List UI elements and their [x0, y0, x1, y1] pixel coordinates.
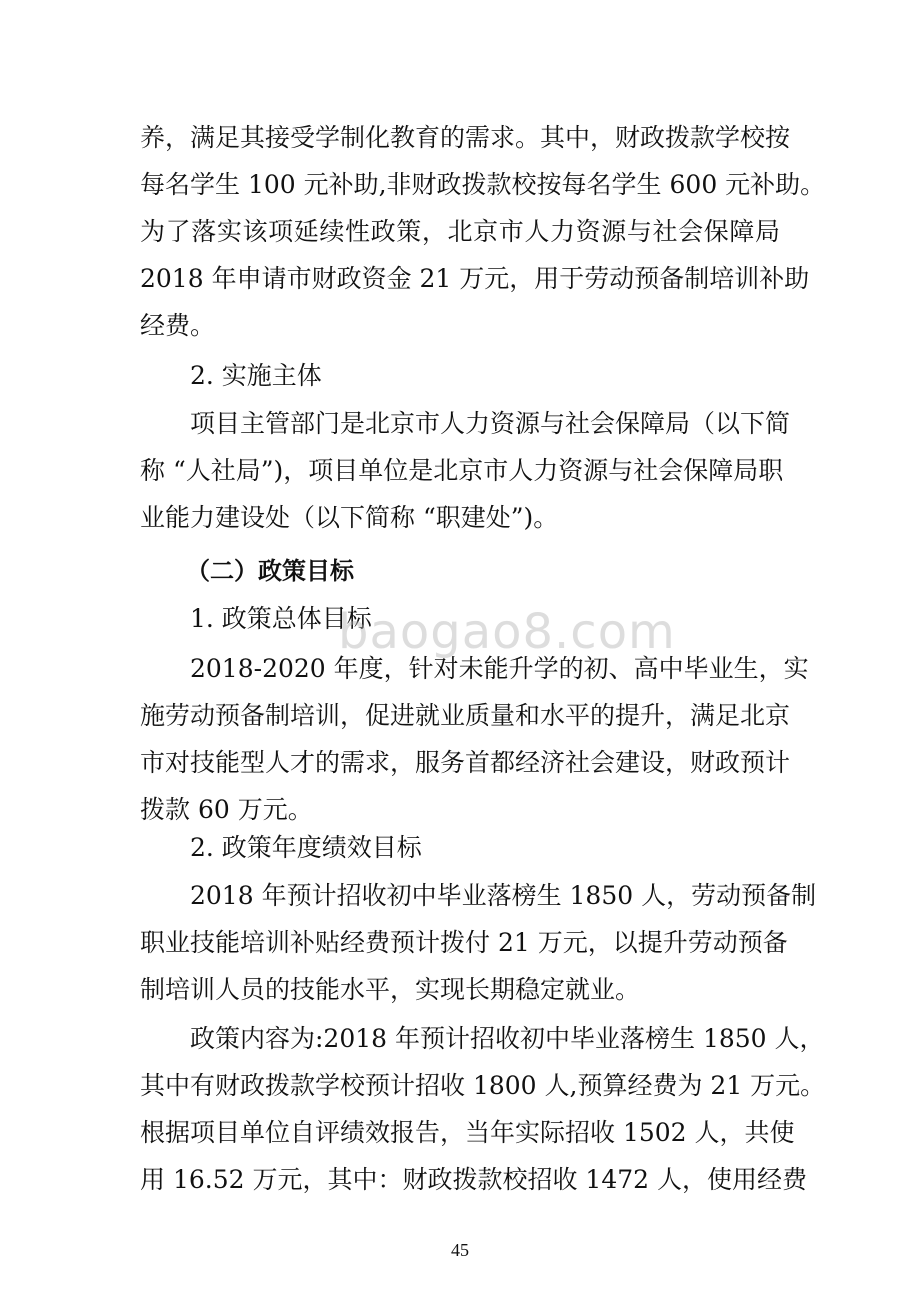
text-line: 称 “人社局”)，项目单位是北京市人力资源与社会保障局职	[140, 456, 784, 485]
text-line: 制培训人员的技能水平，实现长期稳定就业。	[140, 975, 641, 1004]
paragraph-overall-goal	[140, 645, 809, 833]
text-line: 经费。	[140, 311, 216, 340]
text-line: 市对技能型人才的需求，服务首都经济社会建设，财政预计	[140, 748, 791, 777]
text-line: 职业技能培训补贴经费预计拨付 21 万元，以提升劳动预备	[140, 928, 788, 957]
text-line: 2018 年申请市财政资金 21 万元，用于劳动预备制培训补助	[140, 264, 810, 293]
page-number: 45	[451, 1240, 469, 1260]
text-line: 2018 年预计招收初中毕业落榜生 1850 人，劳动预备制	[190, 881, 817, 910]
watermark: baogao8.com	[338, 604, 676, 660]
text-line: 养，满足其接受学制化教育的需求。其中，财政拨款学校按	[140, 123, 791, 152]
text-line: 用 16.52 万元，其中：财政拨款校招收 1472 人，使用经费	[140, 1165, 807, 1194]
text-line: 政策内容为:2018 年预计招收初中毕业落榜生 1850 人，	[190, 1024, 825, 1053]
text-line: 拨款 60 万元。	[140, 795, 313, 824]
paragraph-annual-goal	[140, 872, 817, 1013]
text-line: 项目主管部门是北京市人力资源与社会保障局（以下简	[190, 409, 791, 438]
subheading-implementer: 2. 实施主体	[190, 361, 322, 390]
section-heading-policy-goals: （二）政策目标	[186, 557, 354, 585]
text-line: 每名学生 100 元补助,非财政拨款校按每名学生 600 元补助。	[140, 170, 826, 199]
text-line: 其中有财政拨款学校预计招收 1800 人,预算经费为 21 万元。	[140, 1071, 826, 1100]
paragraph-policy-background	[140, 114, 826, 349]
text-line: 为了落实该项延续性政策，北京市人力资源与社会保障局	[140, 217, 780, 246]
text-line: 业能力建设处（以下简称 “职建处”)。	[140, 503, 559, 532]
text-line: 施劳动预备制培训，促进就业质量和水平的提升，满足北京	[140, 701, 791, 730]
subheading-annual-goal: 2. 政策年度绩效目标	[190, 833, 422, 862]
paragraph-implementer	[140, 400, 791, 541]
subheading-overall-goal: 1. 政策总体目标	[190, 604, 372, 633]
text-line: 2018-2020 年度，针对未能升学的初、高中毕业生，实	[190, 654, 809, 683]
paragraph-policy-content	[140, 1015, 826, 1203]
text-line: 根据项目单位自评绩效报告，当年实际招收 1502 人，共使	[140, 1118, 795, 1147]
